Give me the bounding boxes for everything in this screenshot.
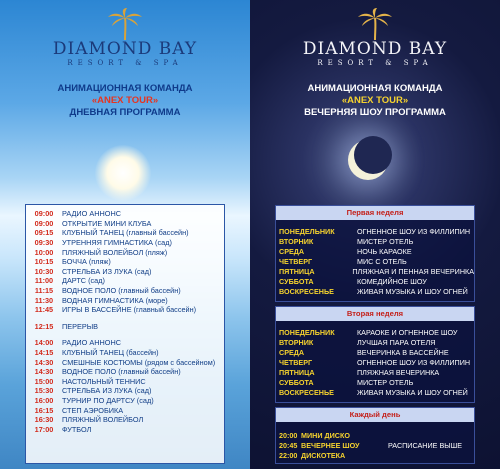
row-time: 14:15	[34, 348, 54, 358]
row-weekday: ВТОРНИК	[279, 337, 314, 347]
show-row	[276, 226, 474, 236]
row-time: 09:00	[34, 209, 54, 219]
daily-title: Каждый день	[276, 408, 474, 422]
show-row	[276, 367, 474, 377]
row-activity: ИГРЫ В БАССЕЙНЕ (главный бассейн)	[62, 305, 197, 315]
week1-table	[275, 205, 475, 302]
schedule-row	[26, 267, 224, 277]
schedule-row	[26, 209, 224, 219]
schedule-row	[26, 386, 224, 396]
row-time: 15:30	[34, 386, 54, 396]
row-weekday: ЧЕТВЕРГ	[279, 357, 313, 367]
resort-logo	[250, 8, 500, 67]
heading-team: АНИМАЦИОННАЯ КОМАНДА	[307, 83, 443, 94]
schedule-row	[26, 415, 224, 425]
heading-team: АНИМАЦИОННАЯ КОМАНДА	[57, 83, 193, 94]
row-weekday: СУББОТА	[279, 276, 314, 286]
schedule-row	[26, 238, 224, 248]
row-activity: НАСТОЛЬНЫЙ ТЕННИС	[62, 376, 146, 386]
day-headings	[0, 83, 250, 119]
row-weekday: ВОСКРЕСЕНЬЕ	[279, 387, 334, 397]
brand-name: DIAMOND BAY	[302, 39, 448, 59]
row-time: 14:30	[34, 367, 54, 377]
row-activity: БОЧЧА (пляж)	[62, 257, 111, 267]
schedule-row	[26, 377, 224, 387]
break-row	[26, 322, 224, 332]
schedule-row	[26, 286, 224, 296]
show-row	[276, 347, 474, 357]
night-headings	[250, 83, 500, 119]
heading-program: ВЕЧЕРНЯЯ ШОУ ПРОГРАММА	[304, 107, 446, 118]
row-show: МИС С ОТЕЛЬ	[357, 256, 407, 266]
schedule-row	[26, 405, 224, 415]
week2-table	[275, 306, 475, 403]
daily-row	[276, 430, 388, 440]
row-time: 10:00	[34, 247, 54, 257]
row-show: ПЛЯЖНАЯ И ПЕННАЯ ВЕЧЕРИНКА	[352, 266, 474, 276]
row-activity: СТРЕЛЬБА ИЗ ЛУКА (сад)	[62, 386, 152, 396]
schedule-row	[26, 247, 224, 257]
row-time: 14:30	[34, 357, 54, 367]
heading-program: ДНЕВНАЯ ПРОГРАММА	[69, 107, 181, 118]
schedule-row	[26, 276, 224, 286]
row-weekday: СРЕДА	[279, 347, 305, 357]
week1-title: Первая неделя	[276, 206, 474, 220]
show-row	[276, 276, 474, 286]
row-time: 09:30	[34, 238, 54, 248]
break-time: 12:15	[34, 321, 54, 331]
row-show: ЖИВАЯ МУЗЫКА И ШОУ ОГНЕЙ	[357, 387, 468, 397]
schedule-row	[26, 338, 224, 348]
schedule-row	[26, 219, 224, 229]
heading-anex: «ANEX TOUR»	[341, 95, 409, 106]
schedule-row	[26, 348, 224, 358]
row-show: КОМЕДИЙНОЕ ШОУ	[357, 276, 427, 286]
show-row	[276, 286, 474, 296]
row-activity: РАДИО АННОНС	[62, 338, 121, 348]
show-row	[276, 256, 474, 266]
row-show: ЖИВАЯ МУЗЫКА И ШОУ ОГНЕЙ	[357, 286, 468, 296]
row-activity: ПЛЯЖНЫЙ ВОЛЕЙБОЛ	[62, 415, 144, 425]
schedule-row	[26, 357, 224, 367]
row-time: 11:00	[34, 276, 54, 286]
daily-row	[276, 440, 388, 450]
row-weekday: СРЕДА	[279, 246, 305, 256]
show-row	[276, 266, 474, 276]
schedule-row	[26, 305, 224, 315]
row-show: ОГНЕННОЕ ШОУ ИЗ ФИЛЛИПИН	[357, 357, 471, 367]
row-activity: КЛУБНЫЙ ТАНЕЦ (главный бассейн)	[62, 228, 189, 238]
row-show: ЛУЧШАЯ ПАРА ОТЕЛЯ	[357, 337, 436, 347]
row-activity: ДАРТС (сад)	[62, 276, 105, 286]
row-weekday: СУББОТА	[279, 377, 314, 387]
row-time: 16:15	[34, 405, 54, 415]
heading-anex: «ANEX TOUR»	[91, 95, 159, 106]
brand-subtitle: RESORT & SPA	[317, 59, 433, 67]
row-show: МИСТЕР ОТЕЛЬ	[357, 377, 414, 387]
row-time: 11:45	[34, 305, 54, 315]
show-row	[276, 246, 474, 256]
row-activity: ФУТБОЛ	[62, 424, 92, 434]
break-label: ПЕРЕРЫВ	[62, 321, 99, 331]
palm-tree-icon	[355, 8, 395, 40]
row-activity: РАДИО АННОНС	[62, 209, 121, 219]
row-show: ОГНЕННОЕ ШОУ ИЗ ФИЛЛИПИН	[357, 226, 471, 236]
show-row	[276, 377, 474, 387]
row-activity: ВОДНАЯ ГИМНАСТИКА (море)	[62, 295, 168, 305]
row-time: 20:45	[279, 440, 298, 450]
row-time: 14:00	[34, 338, 54, 348]
row-weekday: ЧЕТВЕРГ	[279, 256, 313, 266]
brand-name: DIAMOND BAY	[52, 39, 198, 59]
row-weekday: ВТОРНИК	[279, 236, 314, 246]
row-time: 09:15	[34, 228, 54, 238]
row-activity: СМЕШНЫЕ КОСТЮМЫ (рядом с бассейном)	[62, 357, 216, 367]
schedule-row	[26, 295, 224, 305]
row-weekday: ПЯТНИЦА	[279, 266, 315, 276]
row-show: ПЛЯЖНАЯ ВЕЧЕРИНКА	[357, 367, 440, 377]
row-time: 16:30	[34, 415, 54, 425]
schedule-row	[26, 228, 224, 238]
evening-program-panel	[250, 0, 500, 469]
row-event: МИНИ ДИСКО	[301, 430, 350, 440]
daily-table	[275, 407, 475, 464]
palm-tree-icon	[105, 8, 145, 40]
row-activity: ВОДНОЕ ПОЛО (главный бассейн)	[62, 367, 181, 377]
row-show: МИСТЕР ОТЕЛЬ	[357, 236, 414, 246]
row-time: 20:00	[279, 430, 298, 440]
resort-logo	[0, 8, 250, 67]
week2-title: Вторая неделя	[276, 307, 474, 321]
row-time: 17:00	[34, 424, 54, 434]
show-row	[276, 236, 474, 246]
row-weekday: ПОНЕДЕЛЬНИК	[279, 226, 335, 236]
row-event: ВЕЧЕРНЕЕ ШОУ	[301, 440, 360, 450]
moon-shadow	[354, 136, 392, 174]
show-row	[276, 357, 474, 367]
row-time: 15:00	[34, 376, 54, 386]
row-activity: СТЕП АЭРОБИКА	[62, 405, 124, 415]
show-row	[276, 327, 474, 337]
row-time: 10:30	[34, 266, 54, 276]
row-time: 11:15	[34, 286, 54, 296]
row-activity: ТУРНИР ПО ДАРТСУ (сад)	[62, 395, 154, 405]
row-activity: УТРЕННЯЯ ГИМНАСТИКА (сад)	[62, 238, 172, 248]
row-activity: ВОДНОЕ ПОЛО (главный бассейн)	[62, 286, 181, 296]
row-time: 16:00	[34, 395, 54, 405]
row-event: ДИСКОТЕКА	[301, 450, 346, 460]
day-schedule-table	[25, 204, 225, 464]
row-show: ВЕЧЕРИНКА В БАССЕЙНЕ	[357, 347, 449, 357]
show-row	[276, 387, 474, 397]
daily-note: РАСПИСАНИЕ ВЫШЕ	[388, 440, 462, 450]
row-time: 09:00	[34, 218, 54, 228]
row-show: КАРАОКЕ И ОГНЕННОЕ ШОУ	[357, 327, 458, 337]
row-activity: СТРЕЛЬБА ИЗ ЛУКА (сад)	[62, 266, 152, 276]
schedule-row	[26, 396, 224, 406]
row-time: 22:00	[279, 450, 298, 460]
row-time: 11:30	[34, 295, 54, 305]
show-row	[276, 337, 474, 347]
sun-glow	[95, 145, 151, 201]
schedule-row	[26, 257, 224, 267]
row-weekday: ПЯТНИЦА	[279, 367, 315, 377]
schedule-row	[26, 367, 224, 377]
row-activity: ПЛЯЖНЫЙ ВОЛЕЙБОЛ (пляж)	[62, 247, 168, 257]
row-weekday: ВОСКРЕСЕНЬЕ	[279, 286, 334, 296]
brand-subtitle: RESORT & SPA	[67, 59, 183, 67]
schedule-row	[26, 424, 224, 434]
row-activity: ОТКРЫТИЕ МИНИ КЛУБА	[62, 218, 152, 228]
row-time: 10:15	[34, 257, 54, 267]
row-show: НОЧЬ КАРАОКЕ	[357, 246, 412, 256]
row-weekday: ПОНЕДЕЛЬНИК	[279, 327, 335, 337]
row-activity: КЛУБНЫЙ ТАНЕЦ (бассейн)	[62, 348, 159, 358]
daily-row	[276, 450, 388, 460]
